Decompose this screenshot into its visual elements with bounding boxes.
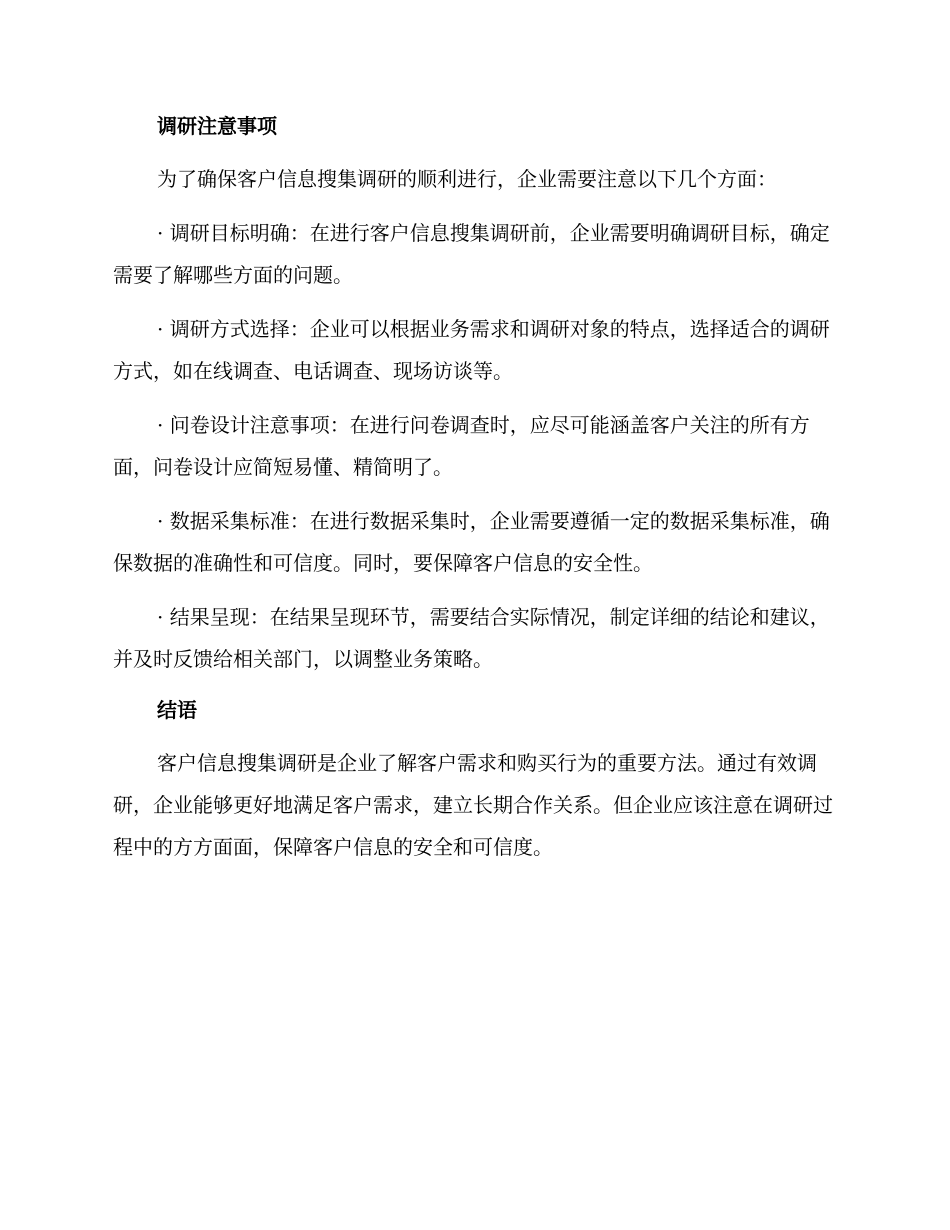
list-item: · 数据采集标准：在进行数据采集时，企业需要遵循一定的数据采集标准，确保数据的准确性和可信度。同时，要保障客户信息的安全性。 (113, 509, 830, 575)
conclusion-heading: 结语 (157, 698, 197, 722)
document-body (113, 108, 833, 868)
list-item: · 调研方式选择：企业可以根据业务需求和调研对象的特点，选择适合的调研方式，如在线调查、电话调查、现场访谈等。 (113, 317, 830, 383)
list-item: · 问卷设计注意事项：在进行问卷调查时，应尽可能涵盖客户关注的所有方面，问卷设计应简短易懂、精简明了。 (113, 413, 810, 479)
list-item: · 调研目标明确：在进行客户信息搜集调研前，企业需要明确调研目标，确定需要了解哪些方面的问题。 (113, 221, 830, 287)
section-heading: 调研注意事项 (157, 114, 277, 138)
intro-paragraph: 为了确保客户信息搜集调研的顺利进行，企业需要注意以下几个方面： (157, 167, 777, 191)
conclusion-paragraph: 客户信息搜集调研是企业了解客户需求和购买行为的重要方法。通过有效调研，企业能够更好地满足客户需求，建立长期合作关系。但企业应该注意在调研过程中的方方面面，保障客户信息的安全和可信度。 (113, 751, 833, 859)
list-item: · 结果呈现：在结果呈现环节，需要结合实际情况，制定详细的结论和建议，并及时反馈给相关部门，以调整业务策略。 (113, 605, 830, 671)
